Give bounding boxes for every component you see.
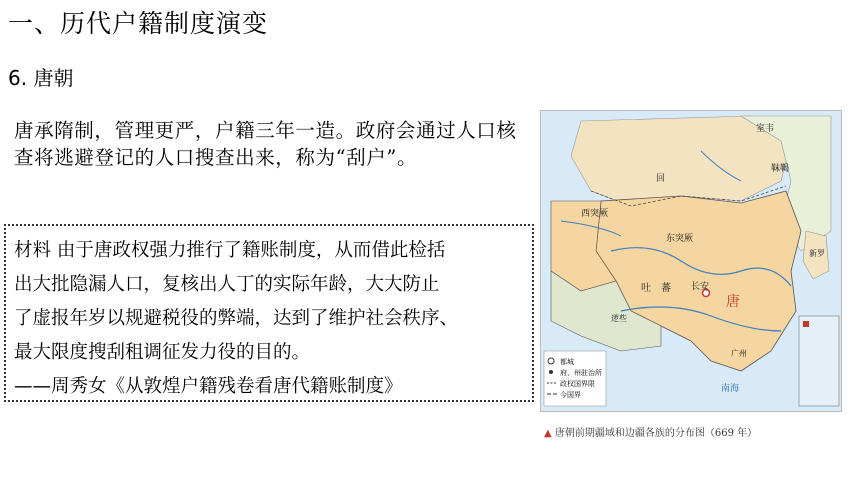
- map-label-luoxie: 逻些: [611, 314, 627, 323]
- material-line: 出大批隐漏人口，复核出人丁的实际年龄，大大防止: [14, 274, 440, 295]
- section-subtitle: 6. 唐朝: [8, 66, 74, 90]
- legend-label: 今国界: [560, 391, 581, 399]
- map-label-changan: 长安: [691, 282, 710, 292]
- slide-title: 一、历代户籍制度演变: [8, 9, 269, 38]
- legend-label: 府、州驻治所: [560, 369, 602, 377]
- map-caption-text: 唐朝前期疆域和边疆各族的分布图（669 年）: [554, 428, 758, 439]
- triangle-icon: ▲: [544, 428, 552, 439]
- material-box: [4, 224, 534, 402]
- map-caption: [544, 424, 757, 439]
- map-label-guangzhou: 广州: [731, 349, 747, 358]
- map-label-nanhai: 南海: [721, 384, 740, 394]
- map-label-mohe: 靺鞨: [771, 164, 790, 174]
- legend-label: 都城: [560, 358, 574, 366]
- inset-marker: [803, 321, 809, 327]
- material-source: ——周秀女《从敦煌户籍残卷看唐代籍账制度》: [14, 376, 403, 397]
- map-label-xinluo: 新罗: [809, 249, 825, 258]
- map-label-tang: 唐: [726, 294, 740, 310]
- map-label-shiwei: 室韦: [756, 124, 775, 134]
- intro-paragraph: 唐承隋制，管理更严，户籍三年一造。政府会通过人口核查将逃避登记的人口搜查出来，称为“刮户”。: [14, 119, 517, 169]
- material-line: 材料 由于唐政权强力推行了籍账制度，从而借此检括: [14, 240, 446, 261]
- map-image: [541, 111, 841, 411]
- map-label-huihe: 回: [656, 174, 666, 184]
- material-line: 了虚报年岁以规避税役的弊端，达到了维护社会秩序、: [14, 308, 459, 329]
- legend-capital-symbol: [548, 358, 554, 364]
- legend-label: 政权国界限: [560, 380, 595, 388]
- map-label-east-turks: 东突厥: [666, 234, 694, 244]
- legend-prefecture-symbol: [549, 370, 553, 374]
- map-label-west-turks: 西突厥: [581, 209, 609, 219]
- tang-territory-map: [540, 110, 842, 412]
- material-line: 最大限度搜刮租调征发力役的目的。: [14, 342, 311, 363]
- inset-box: [799, 316, 839, 406]
- map-label-tubo: 吐 蕃: [641, 283, 671, 294]
